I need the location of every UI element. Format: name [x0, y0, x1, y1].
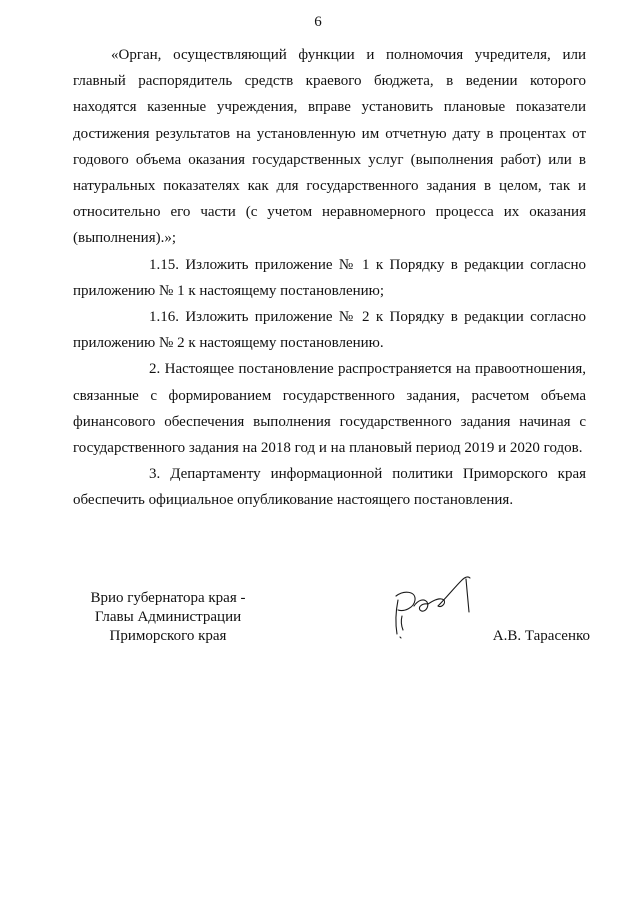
position-line: Врио губернатора края - [90, 590, 246, 606]
paragraph-text: Изложить приложение № 1 к Порядку в редакции согласно приложению № 1 к настоящему постановлению; [73, 256, 586, 299]
paragraph-1-16 [73, 304, 586, 356]
paragraph-1-15 [73, 252, 586, 304]
document-body [73, 42, 586, 514]
signatory-name: А.В. Тарасенко [492, 628, 590, 644]
page-number: 6 [314, 14, 322, 30]
paragraph-2 [73, 356, 586, 461]
paragraph-text: Департаменту информационной политики Приморского края обеспечить официальное опубликование настоящего постановления. [73, 466, 587, 509]
paragraph-text: Изложить приложение № 2 к Порядку в редакции согласно приложению № 2 к настоящему постановлению. [73, 309, 586, 352]
paragraph-text: Настоящее постановление распространяется на правоотношения, связанные с формированием государственного задания, расчетом объема финансового обеспечения выполнения государственного задания начиная с государственного задания на 2018 год и на плановый период 2019 и 2020 годов. [73, 361, 587, 457]
paragraph-text: «Орган, осуществляющий функции и полномочия учредителя, или главный распорядитель средств краевого бюджета, в ведении которого находятся казенные учреждения, вправе установить плановые показатели достижения результатов на установленную им отчетную дату в процентах от годового объема оказания государственных услуг (выполнения работ) или в натуральных показателях как для государственного задания в целом, так и относительно его части (с учетом неравномерного процесса их оказания (выполнения).»; [73, 47, 586, 247]
paragraph-3 [73, 461, 586, 513]
paragraph-number: 2. [149, 361, 161, 378]
handwritten-signature-icon [380, 570, 480, 640]
position-line: Приморского края [109, 628, 227, 644]
paragraph-number: 1.16. [149, 309, 179, 326]
paragraph-quote [73, 42, 586, 252]
position-line: Главы Администрации [94, 609, 242, 625]
paragraph-number: 3. [149, 466, 161, 483]
paragraph-number: 1.15. [149, 256, 179, 273]
signatory-position [78, 589, 258, 646]
